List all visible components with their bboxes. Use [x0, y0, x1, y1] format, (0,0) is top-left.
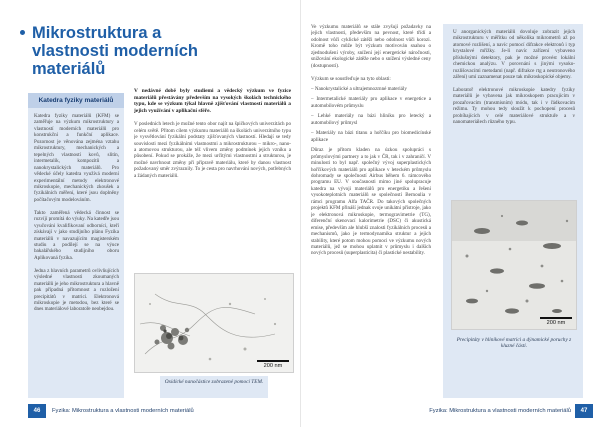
research-areas-list: [311, 86, 431, 143]
sidebar-paragraph: Jedna z hlavních parametrů ovlivňujících výsledné vlastnosti zkoumaných materiálů je jeho mikrostruktura a hlavně pak případná přítomnost a rozložení precipitátů v matrici. Elektronová mikroskopie je metodou, bez které se dnes materiálové laboratoře neobejdou.: [34, 267, 119, 313]
box-paragraph: U anorganických materiálů dovoluje zobrazit jejich mikrostrukturu v měřítku od několika mikrometrů až po atomové rozlišení, a navíc pomocí difrakce elektronů i typ krystalové mřížky. Je-li navíc zařízení vybaveno příslušnými detektory, pak je možné provést lokální chemickou analýzu. V porovnání s jinými vysoko-rozlišovacími metodami (např. difrakce rtg a neutronového záření) umí zaznamenat pouze tak mikroskopické objemy.: [453, 29, 575, 81]
list-item: – Materiály na bázi titanu a hořčíku pro biomedicínské aplikace: [311, 130, 431, 143]
body-paragraph: Důraz je přitom kladen na úzkou spolupráci s průmyslovými partnery a to jak v ČR, tak i v zahraničí. V minulosti to byl např. společný vývoj superplastických hořčíkových materiálů pro aplikace v leteckém průmyslu dohromady se společností Airbus během 6. rámcového programu EU. V současnosti mimo jiné spolupracuje katedra na vývoji materiálů pro energetiku a řešení vysokoteplotních materiálů se společností Bernoulia v rámci programu Alfa TAČR. Do takových společných projektů KFM přináší jednak svoje unikátní přístroje, jako je elektronová mikroskopie, termogravimetrie (TG), diferenční skenovací kalorimetrie (DSC) či akustická emise, především ale hlubší znalosti fyzikálních procesů a mechanismů, jako je termodynamika struktur a jejich stability, které potom mohou pomoci ve výzkumu nových materiálů, jež se mohou uplatnit v průmyslu i dalších nových procesů (superplasticita) či plastické nestability.: [311, 147, 431, 257]
tem-micrograph-graphic: [135, 274, 294, 373]
precipitates-micrograph-graphic: [452, 201, 577, 330]
tem-image-precipitates: [451, 200, 577, 330]
list-heading: Výzkum se soustřeďuje na tyto oblasti:: [311, 75, 391, 82]
right-column-2-text: [453, 29, 575, 197]
figure-caption: Precipitáty v hliníkové matrici a dýnamické poruchy z kluzné části.: [456, 337, 572, 350]
scale-label: 200 nm: [546, 320, 566, 326]
scale-label: 200 nm: [263, 363, 283, 369]
sidebar-paragraph: Takto zaměřená vědecká činnost se rozvíjí promítá do výuky. Na katedře jsou vyučováni kvalifikovaní odborníci, kteří získávají v jako studijního plánu Fyzika materiálů v navazujícím magisterském studiu a podílejí se na výuce bakalářského studijního oboru Aplikovaná fyzika.: [34, 209, 119, 261]
scale-bar: [540, 317, 572, 326]
body-paragraph: Ve výzkumu materiálů se stále zvyšují požadavky na jejich vlastnosti, především na pevnost, které třídí a odolnost vůči cyklické zátěži nebo odolnost vůči korozi. Kromě toho může být výzkum motivován snahou o zjednodušení výroby, snížení její energetické náročnosti, snižování ekologické zátěže nebo o snížení výsledné ceny (dostupnosti).: [311, 24, 431, 69]
sidebar-text: [34, 113, 119, 395]
list-item: – Lehké materiály na bázi hliníku pro letecký a automobilový průmysl: [311, 113, 431, 126]
main-column: [134, 88, 291, 268]
running-head: Fyzika: Mikrostruktura a vlastnosti moderních materiálů: [52, 408, 194, 414]
body-paragraph: V posledních letech je možné tento obor najít na špičkových univerzitách po celém světě. Přitom cílem výzkumu materiálů na školách univerzitního typu je vysvětlování fyzikální podstaty zjišťovaných vlastností. Hledají se tedy souvislosti mezi fyzikálními vlastnostmi a mikrostrukturou – mikro-, nano- a atomovou strukturou, ale též vlivem změny podmínek jejich vzniku a působení. Pokud se prokáže, že mezi určitými vlastnostmi a strukturou, je možné navrhnout změny při přípravě materiálu, které by danou vlastnost požadovaný směr zvýraznily. To je cesta pro navrhování nových, potřebných a žádaných materiálů.: [134, 121, 291, 179]
scale-bar-line: [257, 360, 289, 362]
running-head: Fyzika: Mikrostruktura a vlastnosti moderních materiálů: [429, 408, 571, 414]
scale-bar-line: [540, 317, 572, 319]
scale-bar: [257, 360, 289, 369]
page-number: 47: [575, 404, 593, 418]
title-bullet-icon: [20, 30, 25, 35]
lead-paragraph: V nedávné době byly studiemi a vědecký výzkum ve fyzice materiálů přestávány především na vysokých školách technického typu, kde se výzkum týkal hlavně zjišťování vlastností materiálů a jejich využívání v aplikační sféře.: [134, 88, 291, 115]
figure-caption: Oxidické nanočástice zobrazené pomocí TEM.: [160, 376, 268, 398]
sidebar-paragraph: Katedra fyziky materiálů (KFM) se zaměřuje na výzkum mikrostruktury a vlastností moderních materiálů pro konstrukční a funkční aplikace. Pozornost je věnována zejména vztahu mikrostruktury, mechanických a tepelných vlastností kovů, slitin, intermetalik, kompozitů a nanokrystalických materiálů. Pro vědecké účely katedra využívá moderní experimentální metody elektronové mikroskopie, mechanických zkoušek a fyzikálních měření, které jsou doplněny počítačovým modelováním.: [34, 113, 119, 203]
page-number: 46: [28, 404, 46, 418]
box-paragraph: Laboratoř elektronové mikroskopie katedry fyziky materiálů je vybavena jak mikroskopem pracujícím v prozařovacím (transmisním) módu, tak i v řádkovacím režimu. Ty mohou tedy sloužit k pochopení procesů probíhajících v celé materiálové struktuře a v nanomateriálech různého typu.: [453, 87, 575, 126]
list-item: – Nanokrystalické a ultrajemnozrnné materiály: [311, 86, 407, 93]
list-item: – Intermetalické materiály pro aplikace v energetice a automobilovém průmyslu: [311, 96, 431, 109]
tem-image-nanoparticles: [134, 273, 294, 373]
right-page: [300, 0, 600, 427]
page-title: Mikrostruktura a vlastnosti moderních materiálů: [32, 24, 198, 78]
right-column-1: [311, 24, 431, 398]
sidebar-heading: Katedra fyziky materiálů: [28, 93, 124, 108]
